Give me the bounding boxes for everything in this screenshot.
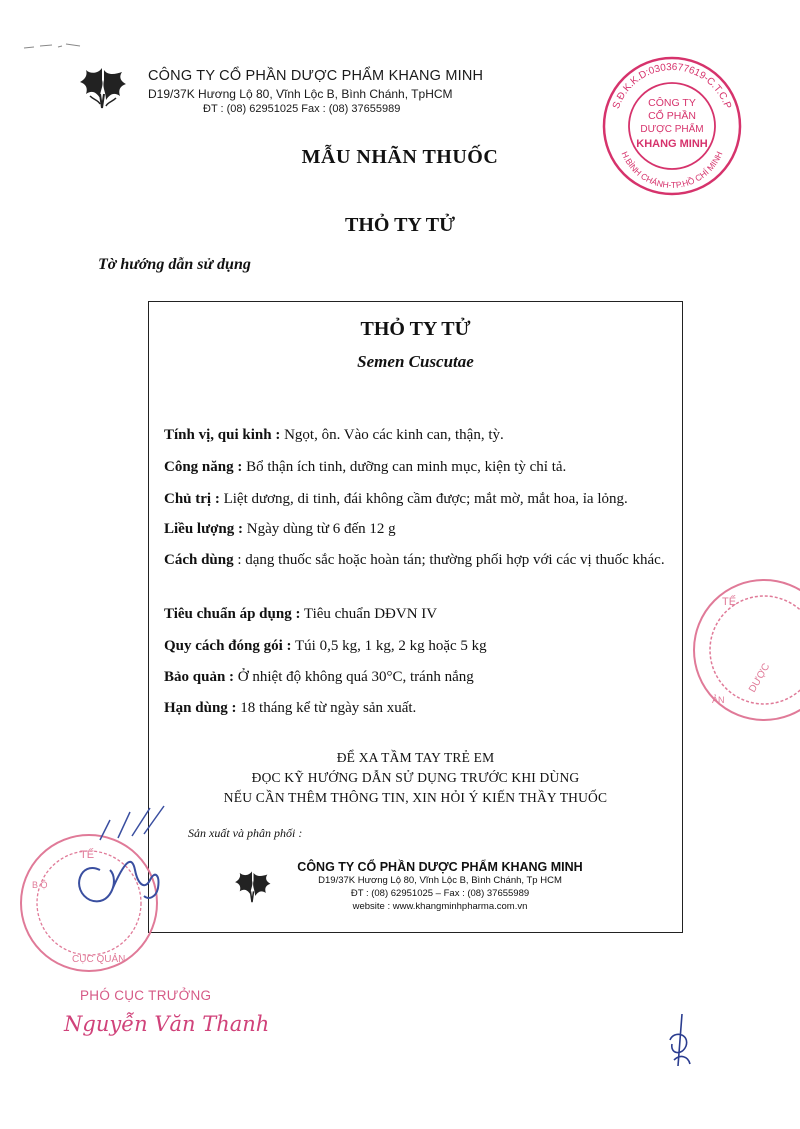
svg-text:CỤC QUẢN: CỤC QUẢN: [72, 954, 126, 965]
svg-text:B Ộ: B Ộ: [32, 880, 48, 890]
company-name: CÔNG TY CỔ PHẦN DƯỢC PHẨM KHANG MINH: [148, 68, 484, 84]
stamp-line-1: CÔNG TY: [648, 97, 696, 109]
warning-children: ĐỂ XA TẦM TAY TRẺ EM: [336, 750, 495, 765]
field-standard: Tiêu chuẩn áp dụng : Tiêu chuẩn DĐVN IV: [164, 606, 438, 622]
field-storage: Bảo quản : Ở nhiệt độ không quá 30°C, tránh nắng: [164, 669, 474, 685]
stamp-ring-bottom: H.BÌNH CHÁNH-TP.HỒ CHÍ MINH: [619, 149, 725, 191]
company-stamp: [600, 54, 744, 198]
svg-text:DƯỢC: DƯỢC: [747, 661, 773, 695]
warning-consult: NẾU CẦN THÊM THÔNG TIN, XIN HỎI Ý KIẾN THẦY THUỐC: [223, 790, 608, 805]
field-packaging: Quy cách đóng gói : Túi 0,5 kg, 1 kg, 2 kg hoặc 5 kg: [164, 638, 487, 654]
document-title: MẪU NHÃN THUỐC: [301, 146, 499, 168]
official-signature: [40, 800, 200, 930]
svg-text:ẢN: ẢN: [712, 695, 725, 705]
initials-signature: [660, 1010, 700, 1070]
stamp-line-2: CỔ PHẦN: [648, 110, 696, 122]
manufacturer-logo: [232, 868, 272, 904]
official-name: Nguyễn Văn Thanh: [64, 1012, 270, 1036]
company-phone: ĐT : (08) 62951025 Fax : (08) 37655989: [203, 103, 401, 115]
partial-stamp-right: [684, 575, 800, 725]
company-address: D19/37K Hương Lộ 80, Vĩnh Lộc B, Bình Chánh, TpHCM: [148, 87, 453, 101]
manufacturer-address: D19/37K Hương Lộ 80, Vĩnh Lộc B, Bình Chánh, Tp HCM: [318, 875, 562, 886]
company-logo: [76, 64, 128, 110]
field-usage: Cách dùng : dạng thuốc sắc hoặc hoàn tán; thường phối hợp với các vị thuốc khác.: [164, 552, 665, 568]
manufacturer-block: [295, 860, 585, 913]
distribution-label: Sản xuất và phân phối :: [188, 826, 303, 840]
latin-name: Semen Cuscutae: [357, 352, 474, 371]
scan-mark: [22, 40, 82, 52]
field-indication: Chủ trị : Liệt dương, di tinh, đái không cầm được; mắt mờ, mắt hoa, ỉa lỏng.: [164, 491, 628, 507]
stamp-line-4: KHANG MINH: [636, 138, 708, 150]
label-title: THỎ TY TỬ: [360, 318, 471, 340]
svg-text:TẾ: TẾ: [80, 849, 95, 861]
field-expiry: Hạn dùng : 18 tháng kể từ ngày sản xuất.: [164, 700, 417, 716]
stamp-ring-top: S.Đ.K.K.D:0303677619-C.T.C.P: [610, 61, 734, 111]
company-header: [148, 68, 528, 115]
manufacturer-phone: ĐT : (08) 62951025 – Fax : (08) 37655989: [350, 888, 530, 899]
svg-text:TẾ: TẾ: [722, 596, 737, 608]
leaflet-caption: Tờ hướng dẫn sử dụng: [98, 256, 251, 273]
field-taste: Tính vị, qui kinh : Ngọt, ôn. Vào các kinh can, thận, tỳ.: [164, 427, 504, 443]
warning-read: ĐỌC KỸ HƯỚNG DẪN SỬ DỤNG TRƯỚC KHI DÙNG: [251, 770, 580, 785]
field-function: Công năng : Bổ thận ích tinh, dưỡng can minh mục, kiện tỳ chỉ tả.: [164, 459, 567, 475]
product-title: THỎ TY TỬ: [344, 214, 456, 236]
stamp-line-3: DƯỢC PHẨM: [640, 124, 704, 135]
official-title: PHÓ CỤC TRƯỞNG: [80, 988, 212, 1003]
manufacturer-name: CÔNG TY CỔ PHẦN DƯỢC PHẨM KHANG MINH: [297, 860, 583, 874]
manufacturer-website: website : www.khangminhpharma.com.vn: [352, 901, 528, 912]
field-dosage: Liều lượng : Ngày dùng từ 6 đến 12 g: [164, 521, 396, 537]
